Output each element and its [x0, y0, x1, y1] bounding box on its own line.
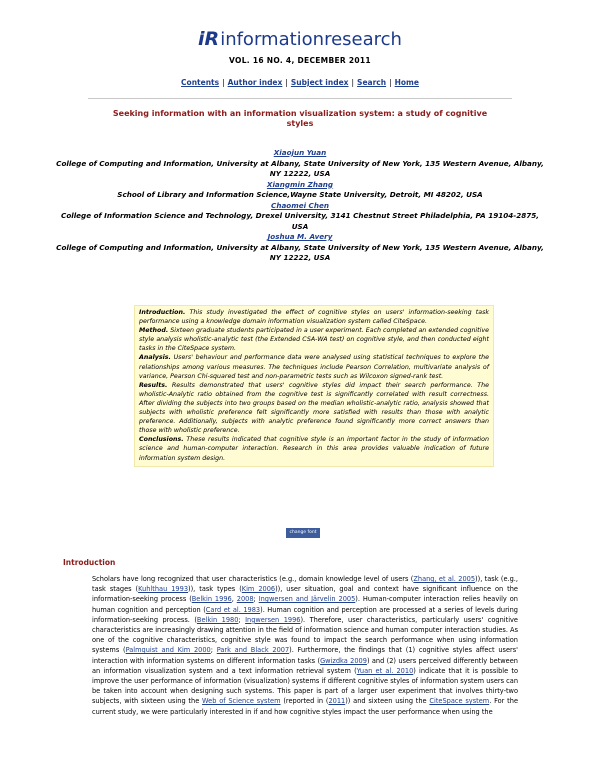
section-heading-introduction: Introduction [63, 558, 116, 567]
body-text: , [231, 595, 237, 604]
body-text: ). Therefore, user characteristics, particularly users' cognitive characteristics are increasingly drawing attention in the field of information science and human computer interaction studies. As one of the cognitive characteristics, cognitive style was found to impact the search performance when using information systems ( [92, 615, 518, 655]
author-affiliation: College of Computing and Information, University at Albany, State University of New York, 135 Western Avenue, Albany, NY 12222, USA [56, 242, 544, 262]
logo-research-text: research [324, 29, 402, 50]
author-entry [55, 180, 545, 201]
abstract-conclusions-text: These results indicated that cognitive style is an important factor in the study of information science and human-computer interaction. Research in this area provides valuable indication of future information system design. [139, 436, 489, 462]
citation-link[interactable]: 2011 [328, 697, 346, 706]
author-affiliation: School of Library and Information Science,Wayne State University, Detroit, MI 48202, USA [117, 190, 483, 199]
abstract-results-text: Results demonstrated that users' cognitive styles did impact their search performance. The wholistic-Analytic ratio obtained from the cognitive test is significantly correlated with result correctness. After dividing the subjects into two groups based on the median wholistic-analytic ratio, analysis showed that subjects with wholistic preference felt significantly more satisfied with results than those with analytic preference. Additionally, subjects with analytic preference found significantly more correct answers than those with wholistic preference. [139, 381, 489, 435]
logo-ir-mark: iR [198, 28, 220, 50]
abstract-intro-text: This study investigated the effect of cognitive styles on users' information-seeking task performance using a knowledge domain information visualization system called CiteSpace. [139, 309, 489, 326]
author-entry [55, 201, 545, 233]
citation-link[interactable]: 2008 [236, 595, 254, 604]
external-link[interactable]: Web of Science system [202, 697, 281, 706]
logo-information-text: information [220, 29, 325, 50]
citation-link[interactable]: Kuhlthau 1993 [138, 585, 189, 594]
nav-subject-index-link[interactable]: Subject index [290, 78, 349, 87]
change-font-button[interactable]: change font [286, 528, 320, 538]
body-text: . For the current study, we were particularly interested in if and how cognitive styles impact the user performance when using the [92, 697, 518, 716]
citation-link[interactable]: Belkin 1996 [191, 595, 232, 604]
citation-link[interactable]: Palmquist and Kim 2000 [125, 646, 211, 655]
body-text: )), task (e.g., task stages ( [92, 575, 518, 594]
issue-line: VOL. 16 NO. 4, DECEMBER 2011 [229, 56, 371, 65]
masthead [0, 28, 600, 51]
citation-link[interactable]: Yuan et al. 2010 [356, 666, 414, 675]
body-text: ) and (2) users perceived differently between an information visualization system and a text information retrieval system ( [92, 656, 518, 675]
body-text: ). Furthermore, the findings that (1) cognitive styles affect users' interaction with information systems on different information tasks ( [92, 646, 518, 665]
abstract-conclusions-label: Conclusions. [139, 436, 184, 444]
body-text: ; [238, 615, 246, 624]
nav-home-link[interactable]: Home [394, 78, 419, 87]
top-nav: Contents | Author index | Subject index | Search | Home [181, 78, 419, 87]
author-entry [55, 232, 545, 264]
body-text: )), task types ( [188, 585, 242, 594]
abstract-analysis-label: Analysis. [139, 354, 171, 362]
nav-search-link[interactable]: Search [357, 78, 387, 87]
nav-contents-link[interactable]: Contents [181, 78, 220, 87]
author-name-link[interactable]: Chaomei Chen [271, 200, 329, 210]
body-text: ). Human-computer interaction relies heavily on human cognition and perception ( [92, 595, 518, 614]
body-text: )), user situation, goal and context have significant influence on the information-seeking process ( [92, 585, 518, 604]
citation-link[interactable]: Card et al. 1983 [205, 605, 261, 614]
citation-link[interactable]: Ingwersen 1996 [245, 615, 301, 624]
author-affiliation: College of Information Science and Technology, Drexel University, 3141 Chestnut Street Philadelphia, PA 19104-2875, USA [61, 211, 539, 231]
body-text: ; [253, 595, 259, 604]
abstract-method-text: Sixteen graduate students participated in a user experiment. Each completed an extended cognitive style analysis wholistic-analytic test (the Extended CSA-WA test) on cognitive style, and then conducted eight tasks in the CiteSpace system. [139, 327, 489, 353]
paper-title: Seeking information with an information visualization system: a study of cognitive styles [112, 109, 488, 128]
author-entry [55, 148, 545, 180]
citation-link[interactable]: Gwizdka 2009 [320, 656, 367, 665]
body-text: ) indicate that it is possible to improve the user performance of information (visualization) systems if different cognitive styles of information system users can be taken into account when designing such systems. This paper is part of a larger user experiment that involves thirty-two subjects, with sixteen using the [92, 666, 518, 706]
author-name-link[interactable]: Xiaojun Yuan [273, 148, 327, 157]
citation-link[interactable]: Kim 2006 [241, 585, 276, 594]
body-text: Scholars have long recognized that user characteristics (e.g., domain knowledge level of users ( [92, 575, 414, 583]
body-text: (reported in ( [280, 697, 329, 706]
citation-link[interactable]: Zhang, et al. 2005 [413, 575, 476, 583]
body-text: ). Human cognition and perception are processed at a series of levels during information-seeking process. ( [92, 605, 518, 624]
author-block [55, 148, 545, 264]
citation-link[interactable]: Belkin 1980 [196, 615, 239, 624]
author-name-link[interactable]: Xiangmin Zhang [266, 179, 334, 189]
body-text: ; [210, 646, 217, 655]
citation-link[interactable]: Ingwersen and Järvelin 2005 [258, 595, 356, 604]
nav-author-index-link[interactable]: Author index [227, 78, 283, 87]
author-name-link[interactable]: Joshua M. Avery [267, 232, 333, 241]
abstract-method-label: Method. [139, 327, 169, 335]
abstract-analysis-text: Users' behaviour and performance data were analysed using statistical techniques to explore the relationships among various measures. The techniques include Pearson Correlation, multivariate analysis of variance, Pearson Chi-squared test and non-parametric tests such as Wilcoxon signed-rank test. [139, 354, 489, 380]
abstract-box [134, 305, 494, 467]
abstract-intro-label: Introduction. [139, 309, 186, 316]
introduction-paragraph [92, 574, 518, 717]
header-divider [88, 98, 512, 99]
abstract-results-label: Results. [139, 381, 168, 389]
body-text: )) and sixteen using the [345, 697, 430, 706]
citation-link[interactable]: Park and Black 2007 [216, 646, 290, 655]
external-link[interactable]: CiteSpace system [429, 697, 490, 706]
author-affiliation: College of Computing and Information, University at Albany, State University of New York, 135 Western Avenue, Albany, NY 12222, USA [56, 158, 544, 178]
journal-logo[interactable] [198, 28, 402, 51]
